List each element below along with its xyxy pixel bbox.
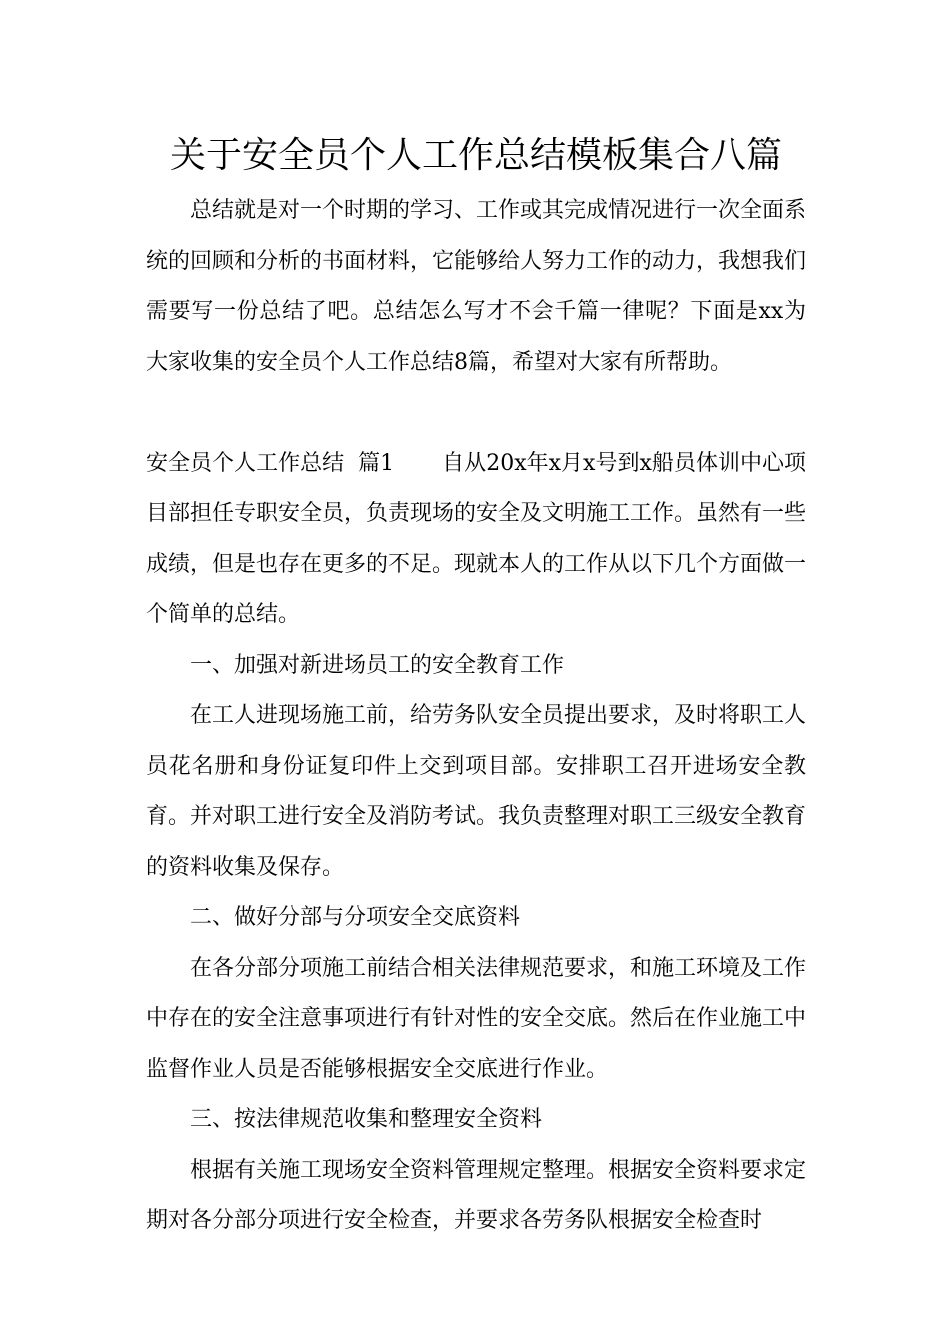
point1-heading: 一、加强对新进场员工的安全教育工作 [190, 652, 565, 678]
point3-heading: 三、按法律规范收集和整理安全资料 [190, 1107, 543, 1132]
point2-heading: 二、做好分部与分项安全交底资料 [190, 905, 521, 930]
section1-text: 自从20x年x月x号到x船员体训中心项目部担任专职安全员，负责现场的安全及文明施工工作。虽然有一些成绩，但是也存在更多的不足。现就本人的工作从以下几个方面做一个简单的总结。 [146, 450, 807, 627]
point3-paragraph: 根据有关施工现场安全资料管理规定整理。根据安全资料要求定期对各分部分项进行安全检查，并要求各劳务队根据安全检查时 [146, 1157, 807, 1233]
document-title: 关于安全员个人工作总结模板集合八篇 [169, 135, 782, 176]
blank-line [146, 388, 806, 439]
document-page [146, 126, 806, 1247]
point1-paragraph: 在工人进现场施工前，给劳务队安全员提出要求，及时将职工人员花名册和身份证复印件上交到项目部。安排职工召开进场安全教育。并对职工进行安全及消防考试。我负责整理对职工三级安全教育的资料收集及保存。 [146, 703, 807, 880]
section1-paragraph [146, 439, 806, 641]
intro-paragraph: 总结就是对一个时期的学习、工作或其完成情况进行一次全面系统的回顾和分析的书面材料，它能够给人努力工作的动力，我想我们需要写一份总结了吧。总结怎么写才不会千篇一律呢？下面是xx为大家收集的安全员个人工作总结8篇，希望对大家有所帮助。 [146, 198, 807, 375]
section1-heading: 安全员个人工作总结 篇1 [146, 450, 395, 476]
point2-paragraph: 在各分部分项施工前结合相关法律规范要求，和施工环境及工作中存在的安全注意事项进行有针对性的安全交底。然后在作业施工中监督作业人员是否能够根据安全交底进行作业。 [146, 955, 807, 1082]
